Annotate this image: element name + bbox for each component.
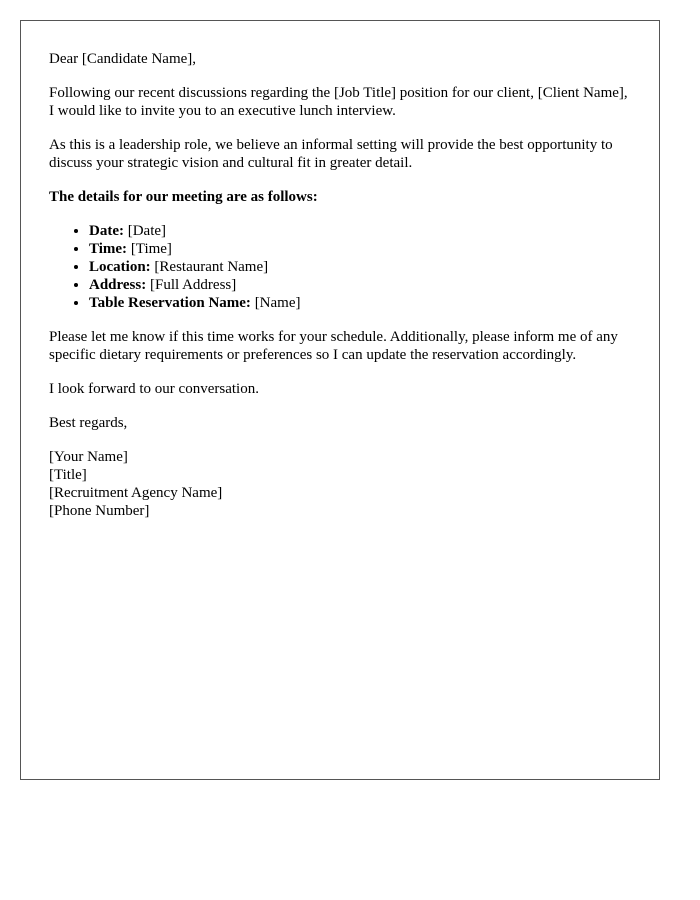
- detail-value: [Full Address]: [146, 277, 237, 293]
- detail-label: Date:: [89, 223, 124, 239]
- sign-off: Best regards,: [49, 415, 128, 431]
- detail-label: Location:: [89, 259, 151, 275]
- detail-value: [Restaurant Name]: [150, 259, 269, 275]
- detail-label: Address:: [89, 277, 147, 293]
- detail-item-time: [89, 240, 631, 258]
- meeting-details-list: [49, 222, 631, 312]
- detail-item-location: [89, 258, 631, 276]
- signature-name: [Your Name]: [49, 449, 128, 465]
- signature-phone: [Phone Number]: [49, 503, 150, 519]
- detail-value: [Date]: [123, 223, 167, 239]
- request-paragraph: Please let me know if this time works for your schedule. Additionally, please inform me of any specific dietary requirements or preferences so I can update the reservation accordingly.: [49, 329, 618, 363]
- detail-item-date: [89, 222, 631, 240]
- signature-title: [Title]: [49, 467, 87, 483]
- letter-container: [20, 20, 660, 780]
- signature-block: [49, 448, 631, 520]
- details-heading: The details for our meeting are as follows:: [49, 189, 318, 205]
- detail-value: [Time]: [127, 241, 172, 257]
- detail-item-reservation-name: [89, 294, 631, 312]
- detail-item-address: [89, 276, 631, 294]
- intro-paragraph: Following our recent discussions regarding the [Job Title] position for our client, [Client Name], I would like to invite you to an executive lunch interview.: [49, 85, 628, 119]
- closing-line: I look forward to our conversation.: [49, 381, 259, 397]
- salutation: Dear [Candidate Name],: [49, 51, 197, 67]
- rationale-paragraph: As this is a leadership role, we believe an informal setting will provide the best opportunity to discuss your strategic vision and cultural fit in greater detail.: [49, 137, 613, 171]
- detail-label: Table Reservation Name:: [89, 295, 251, 311]
- detail-label: Time:: [89, 241, 128, 257]
- detail-value: [Name]: [250, 295, 301, 311]
- signature-agency: [Recruitment Agency Name]: [49, 485, 223, 501]
